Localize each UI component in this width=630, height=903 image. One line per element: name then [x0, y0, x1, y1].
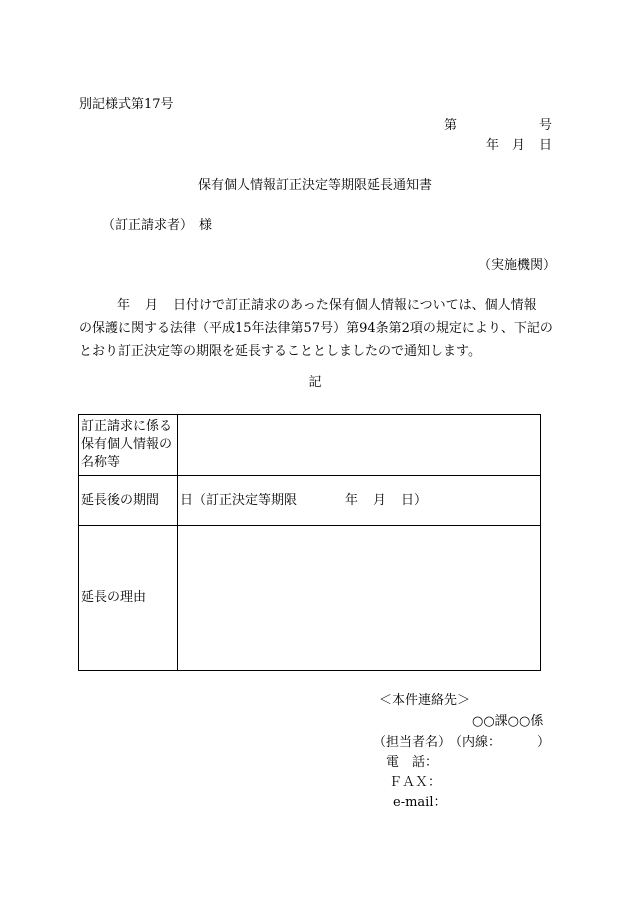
recipient-honorific: 様 — [199, 218, 213, 233]
date-day: 日 — [539, 138, 553, 153]
extended-period-day: 日（訂正決定等期限 — [180, 492, 298, 508]
contact-fax-label: ＦＡＸ： — [389, 775, 442, 790]
info-name-label-line-3: 名称等 — [81, 455, 121, 470]
contact-title: ＜本件連絡先＞ — [379, 693, 471, 708]
extended-period-value — [178, 476, 541, 526]
contact-person-label: （担当者名） — [373, 735, 452, 750]
body-year: 年 — [117, 298, 131, 313]
reason-value — [178, 526, 541, 671]
info-name-label — [79, 415, 178, 476]
table-row-extended-period — [79, 476, 541, 526]
body-line-2: の保護に関する法律（平成15年法律第57号）第94条第2項の規定により、下記の — [79, 321, 553, 336]
document-title: 保有個人情報訂正決定等期限延長通知書 — [197, 178, 432, 193]
ki-heading: 記 — [308, 375, 322, 390]
details-table — [78, 414, 541, 671]
contact-department: ○○課○○係 — [472, 714, 544, 729]
body-line-3: とおり訂正決定等の期限を延長することとしましたので通知します。 — [79, 344, 481, 359]
extended-period-close: 日） — [401, 492, 428, 508]
contact-email-label: e-mail： — [393, 795, 447, 810]
contact-phone-label: 電 話： — [386, 755, 439, 770]
issuing-agency: （実施機関） — [478, 258, 557, 273]
body-line-1-rest: 日付けで訂正請求のあった保有個人情報については、個人情報 — [173, 298, 537, 313]
info-name-label-line-2: 保有個人情報の — [81, 437, 173, 452]
body-text — [79, 294, 553, 363]
document-number-prefix: 第 — [444, 118, 458, 133]
body-month: 月 — [145, 298, 159, 313]
extended-period-label: 延長後の期間 — [79, 476, 178, 526]
body-line-1 — [79, 294, 553, 317]
table-row-info-name — [79, 415, 541, 476]
date-year: 年 — [486, 138, 500, 153]
date-month: 月 — [512, 138, 526, 153]
reason-label: 延長の理由 — [79, 526, 178, 671]
document-number-suffix: 号 — [539, 118, 553, 133]
extended-period-month: 月 — [373, 492, 387, 508]
recipient-label: （訂正請求者） — [102, 218, 194, 233]
contact-extension-close: ） — [537, 735, 551, 750]
contact-extension-label: （内線： — [449, 735, 502, 750]
extended-period-year: 年 — [345, 492, 359, 508]
form-label: 別記様式第17号 — [79, 97, 174, 112]
info-name-value — [178, 415, 541, 476]
table-row-reason — [79, 526, 541, 671]
info-name-label-line-1: 訂正請求に係る — [81, 419, 173, 434]
